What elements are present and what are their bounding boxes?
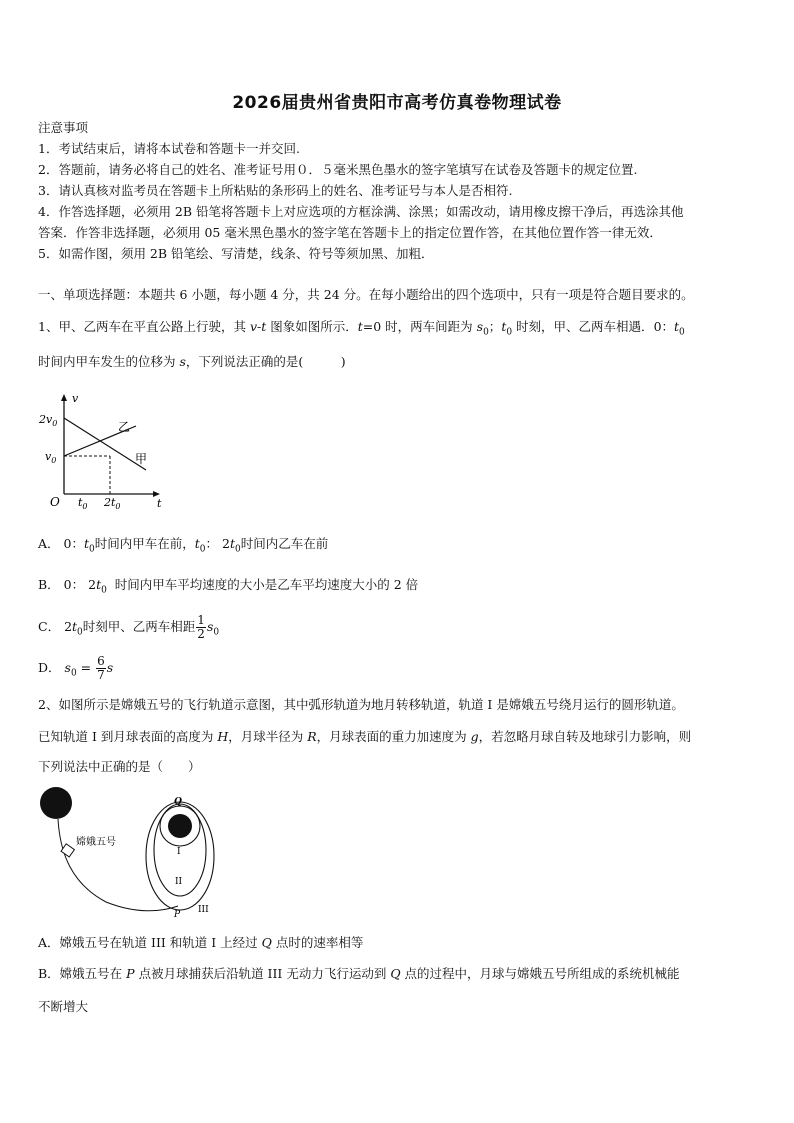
probe-icon — [61, 844, 74, 857]
q2-stem-line3: 下列说法中正确的是（ ） — [38, 759, 201, 774]
q1-stem-line1: 1、甲、乙两车在平直公路上行驶，其 v-t 图象如图所示．t=0 时，两车间距为 $s_0$；$t_0$ 时刻，甲、乙两车相遇．0：$t_0$ — [38, 319, 685, 338]
q2-stem-line1: 2、如图所示是嫦娥五号的飞行轨道示意图，其中弧形轨道为地月转移轨道，轨道 I 是嫦娥五号绕月运行的圆形轨道。 — [38, 697, 684, 712]
q2-option-b: B．嫦娥五号在 P 点被月球捕获后沿轨道 III 无动力飞行运动到 Q 点的过程中，月球与嫦娥五号所组成的系统机械能 — [38, 966, 680, 981]
q1-vt-graph — [34, 388, 174, 510]
tick-t0: $t_0$ — [78, 496, 88, 510]
q1-option-d: D． $s_0$ = $\frac{6}{7}$ s — [38, 654, 114, 682]
q1-stem-line2: 时间内甲车发生的位移为 s，下列说法正确的是( ) — [38, 354, 346, 369]
notice-item-3: 3．请认真核对监考员在答题卡上所粘贴的条形码上的姓名、准考证号与本人是否相符. — [38, 183, 513, 198]
point-q-label: Q — [174, 797, 182, 807]
orbit-I-label: I — [177, 847, 181, 857]
probe-label: 嫦娥五号 — [76, 837, 116, 848]
notice-item-2: 2．答题前，请务必将自己的姓名、准考证号用０．５毫米黑色墨水的签字笔填写在试卷及答题卡的规定位置. — [38, 162, 638, 177]
line-label-yi: 乙 — [118, 420, 131, 434]
q2-stem-line2: 已知轨道 I 到月球表面的高度为 H，月球半径为 R，月球表面的重力加速度为 g，若忽略月球自转及地球引力影响，则 — [38, 729, 692, 744]
notice-item-1: 1．考试结束后，请将本试卷和答题卡一并交回. — [38, 141, 300, 156]
line-label-jia: 甲 — [135, 452, 148, 466]
q1-option-c: C． $2t_0$时刻甲、乙两车相距 $\frac{1}{2}$ $s_0$ — [38, 613, 220, 641]
q1-option-b: B． 0： $2t_0$ 时间内甲车平均速度的大小是乙车平均速度大小的 2 倍 — [38, 577, 419, 596]
q2-option-a: A．嫦娥五号在轨道 III 和轨道 I 上经过 Q 点时的速率相等 — [38, 935, 364, 950]
page-title: 2026届贵州省贵阳市高考仿真卷物理试卷 — [232, 93, 562, 113]
fraction-six-sevenths: $\frac{6}{7}$ — [97, 654, 105, 682]
orbit-III-label: III — [198, 905, 209, 915]
tick-v0: $v_0$ — [45, 450, 57, 465]
origin-label: O — [50, 495, 60, 509]
orbit-II-label: II — [175, 877, 183, 887]
tick-2t0: $2t_0$ — [104, 496, 121, 510]
notice-item-5: 5．如需作图，须用 2B 铅笔绘、写清楚，线条、符号等须加黑、加粗． — [38, 246, 434, 261]
notice-item-4: 4．作答选择题，必须用 2B 铅笔将答题卡上对应选项的方框涂满、涂黑；如需改动，请用橡皮擦干净后，再选涂其他 — [38, 204, 684, 219]
tick-2v0: $2v_0$ — [39, 413, 58, 428]
q1-option-a: A． 0：$t_0$时间内甲车在前，$t_0$： $2t_0$时间内乙车在前 — [38, 536, 329, 555]
point-p-label: P — [174, 910, 181, 920]
t-axis-label: t — [157, 497, 162, 510]
section-heading: 一、单项选择题：本题共 6 小题，每小题 4 分，共 24 分。在每小题给出的四个选项中，只有一项是符合题目要求的。 — [38, 287, 694, 302]
fraction-half: $\frac{1}{2}$ — [197, 613, 205, 641]
q2-option-b-cont: 不断增大 — [38, 999, 89, 1014]
moon-icon — [168, 814, 192, 838]
notice-heading: 注意事项 — [38, 120, 89, 135]
v-axis-label: v — [72, 392, 79, 405]
notice-item-4-cont: 答案．作答非选择题，必须用 05 毫米黑色墨水的签字笔在答题卡上的指定位置作答，在其他位置作答一律无效． — [38, 225, 662, 240]
q2-orbit-diagram — [36, 784, 236, 924]
earth-icon — [40, 787, 72, 819]
